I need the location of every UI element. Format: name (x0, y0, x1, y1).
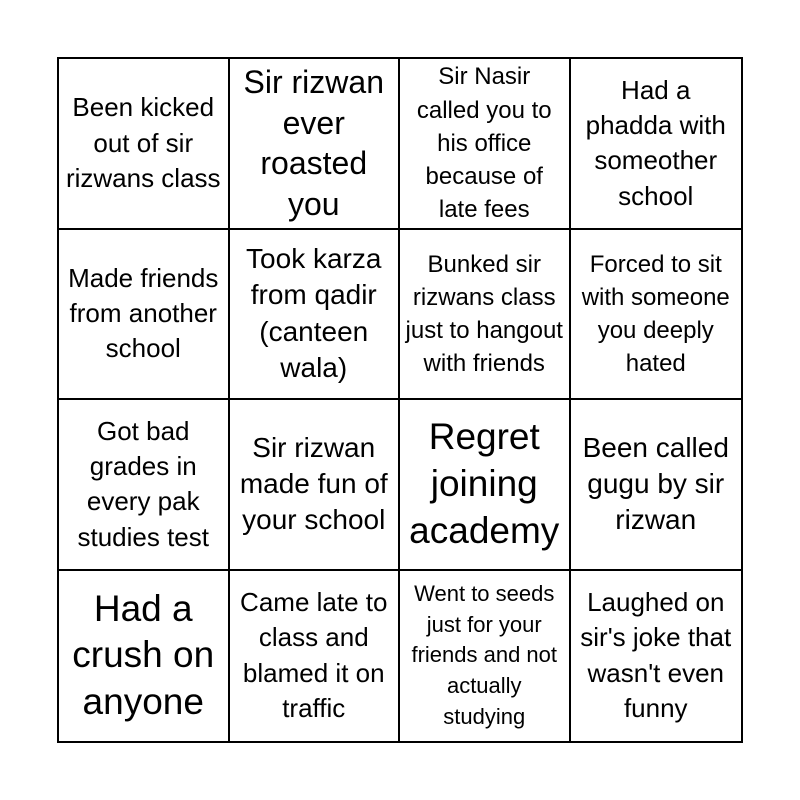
bingo-cell-10[interactable] (230, 400, 401, 571)
bingo-cell-8[interactable] (571, 230, 742, 401)
bingo-cell-text: Had a phadda with someother school (585, 74, 726, 211)
bingo-cell-4[interactable] (571, 59, 742, 230)
bingo-cell-14[interactable] (230, 571, 401, 742)
bingo-cell-text: Sir rizwan ever roasted you (243, 64, 384, 222)
bingo-cell-1[interactable] (59, 59, 230, 230)
bingo-cell-text: Came late to class and blamed it on traffic (240, 587, 388, 724)
bingo-cell-6[interactable] (230, 230, 401, 401)
bingo-cell-text: Regret joining academy (409, 416, 560, 551)
bingo-cell-text: Been called gugu by sir rizwan (582, 431, 729, 536)
bingo-cell-text: Sir Nasir called you to his office because of late fees (416, 63, 552, 223)
bingo-cell-13[interactable] (59, 571, 230, 742)
bingo-cell-11[interactable] (400, 400, 571, 571)
bingo-cell-12[interactable] (571, 400, 742, 571)
bingo-board (57, 57, 743, 743)
bingo-cell-text: Had a crush on anyone (72, 587, 215, 723)
bingo-cell-15[interactable] (400, 571, 571, 742)
bingo-cell-text: Made friends from another school (68, 262, 219, 364)
bingo-cell-2[interactable] (230, 59, 401, 230)
bingo-cell-16[interactable] (571, 571, 742, 742)
bingo-cell-text: Went to seeds just for your friends and not actually studying (411, 581, 558, 729)
bingo-cell-text: Forced to sit with someone you deeply hated (581, 250, 730, 377)
bingo-cell-text: Sir rizwan made fun of your school (239, 431, 388, 536)
bingo-cell-text: Took karza from qadir (canteen wala) (246, 242, 382, 384)
bingo-cell-text: Bunked sir rizwans class just to hangout with friends (405, 250, 563, 377)
bingo-cell-7[interactable] (400, 230, 571, 401)
bingo-cell-text: Got bad grades in every pak studies test (77, 415, 209, 552)
bingo-cell-text: Laughed on sir's joke that wasn't even funny (580, 587, 732, 724)
bingo-cell-5[interactable] (59, 230, 230, 401)
bingo-cell-text: Been kicked out of sir rizwans class (65, 92, 221, 193)
bingo-cell-3[interactable] (400, 59, 571, 230)
bingo-cell-9[interactable] (59, 400, 230, 571)
